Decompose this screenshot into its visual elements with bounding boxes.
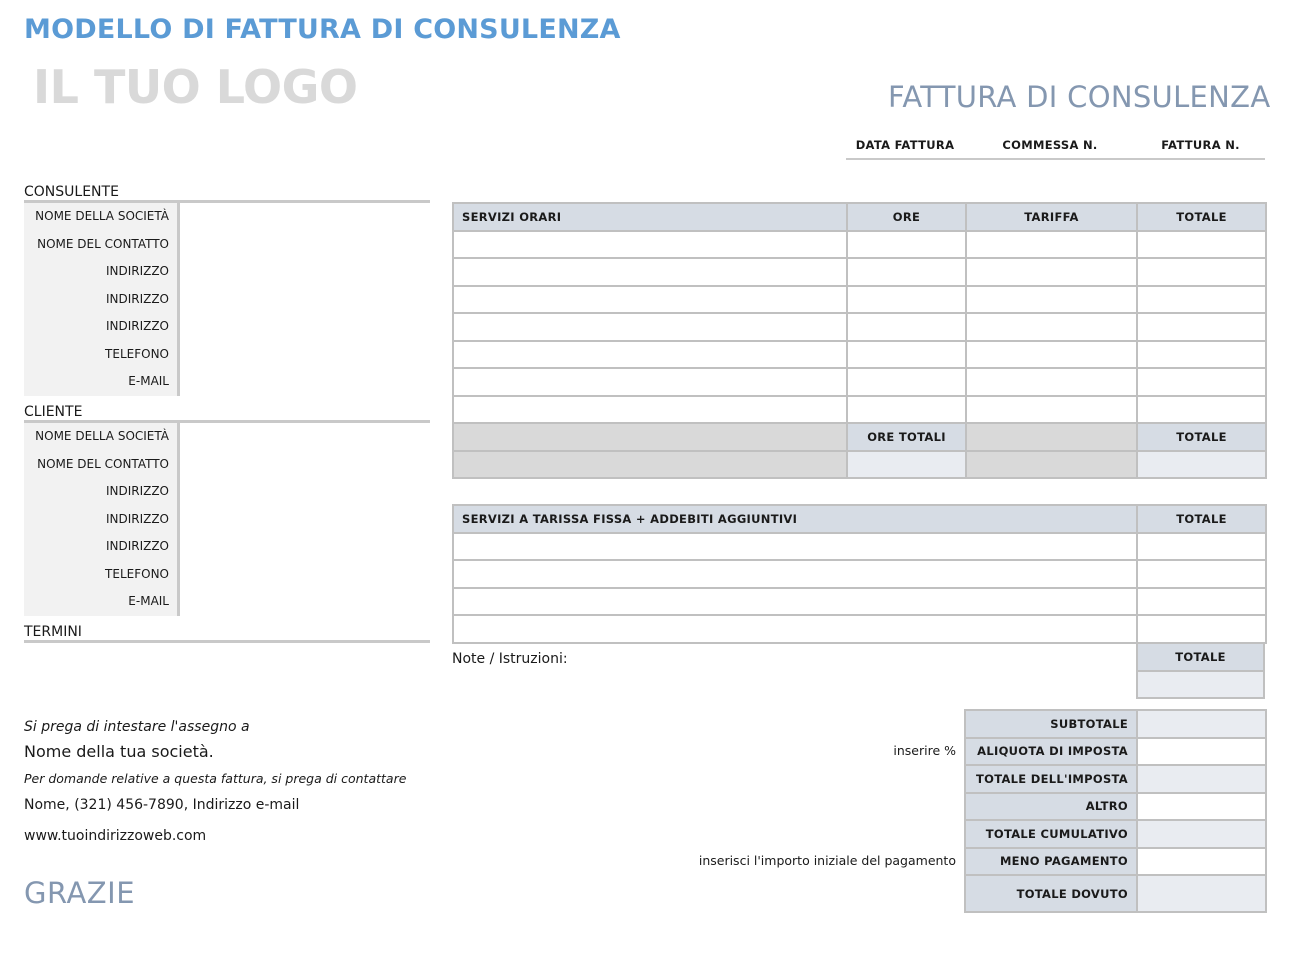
- cumulative-total-label: TOTALE CUMULATIVO: [965, 820, 1137, 848]
- hours-cell[interactable]: [847, 341, 966, 369]
- contact-text: Nome, (321) 456-7890, Indirizzo e-mail: [24, 797, 300, 813]
- consultant-email-field[interactable]: [180, 368, 430, 396]
- table-row: [453, 560, 1266, 588]
- table-row: [453, 258, 1266, 286]
- invoice-title: FATTURA DI CONSULENZA: [888, 80, 1271, 114]
- field-label: NOME DELLA SOCIETÀ: [24, 203, 180, 231]
- tax-rate-hint: inserire %: [893, 743, 956, 758]
- consultant-label: CONSULENTE: [24, 184, 119, 200]
- column-header-total: TOTALE: [1137, 203, 1266, 231]
- client-section: [24, 404, 430, 616]
- client-phone-row: [24, 561, 430, 589]
- hours-cell[interactable]: [847, 313, 966, 341]
- column-header-service: SERVIZI ORARI: [453, 203, 847, 231]
- consultant-contact-field[interactable]: [180, 231, 430, 259]
- invoice-meta-header: [846, 138, 1265, 160]
- fixed-service-cell[interactable]: [453, 533, 1137, 561]
- field-label: NOME DEL CONTATTO: [24, 231, 180, 259]
- table-header-row: [453, 505, 1266, 533]
- divider: [24, 640, 430, 643]
- job-number-label: COMMESSA N.: [1002, 138, 1098, 152]
- table-row: [453, 286, 1266, 314]
- invoice-number-label: FATTURA N.: [1161, 138, 1240, 152]
- check-payable-text: Si prega di intestare l'assegno a: [24, 719, 250, 735]
- document-title: MODELLO DI FATTURA DI CONSULENZA: [24, 14, 621, 45]
- total-cell[interactable]: [1137, 588, 1266, 616]
- field-label: NOME DEL CONTATTO: [24, 451, 180, 479]
- fixed-service-cell[interactable]: [453, 588, 1137, 616]
- field-label: TELEFONO: [24, 561, 180, 589]
- rate-cell[interactable]: [966, 231, 1137, 259]
- summary-row-tax-rate: [965, 738, 1266, 766]
- total-hours-label: ORE TOTALI: [847, 423, 966, 451]
- hours-cell[interactable]: [847, 231, 966, 259]
- field-label: INDIRIZZO: [24, 506, 180, 534]
- column-header-rate: TARIFFA: [966, 203, 1137, 231]
- thanks-text: GRAZIE: [24, 876, 136, 910]
- other-input[interactable]: [1137, 793, 1266, 821]
- consultant-email-row: [24, 368, 430, 396]
- client-phone-field[interactable]: [180, 561, 430, 589]
- consultant-address-row: [24, 286, 430, 314]
- table-row: [453, 341, 1266, 369]
- consultant-company-field[interactable]: [180, 203, 430, 231]
- field-label: INDIRIZZO: [24, 313, 180, 341]
- client-email-row: [24, 588, 430, 616]
- logo-placeholder[interactable]: IL TUO LOGO: [33, 60, 358, 114]
- total-cell[interactable]: [1137, 396, 1266, 424]
- consultant-address-field-1[interactable]: [180, 258, 430, 286]
- consultant-section: [24, 184, 430, 396]
- service-cell[interactable]: [453, 231, 847, 259]
- tax-total-value: [1137, 765, 1266, 793]
- less-payment-label: MENO PAGAMENTO: [965, 848, 1137, 876]
- rate-cell[interactable]: [966, 258, 1137, 286]
- fixed-total-box: [1136, 642, 1265, 699]
- service-cell[interactable]: [453, 368, 847, 396]
- total-cell[interactable]: [1137, 286, 1266, 314]
- client-company-field[interactable]: [180, 423, 430, 451]
- consultant-contact-row: [24, 231, 430, 259]
- notes-label: Note / Istruzioni:: [452, 651, 568, 667]
- field-label: INDIRIZZO: [24, 478, 180, 506]
- totals-value-row: [453, 451, 1266, 479]
- consultant-company-row: [24, 203, 430, 231]
- tax-rate-input[interactable]: [1137, 738, 1266, 766]
- field-label: TELEFONO: [24, 341, 180, 369]
- field-label: INDIRIZZO: [24, 258, 180, 286]
- rate-cell[interactable]: [966, 313, 1137, 341]
- less-payment-input[interactable]: [1137, 848, 1266, 876]
- column-header-fixed-service: SERVIZI A TARISSA FISSA + ADDEBITI AGGIUNTIVI: [453, 505, 1137, 533]
- terms-label: TERMINI: [24, 624, 82, 640]
- field-label: E-MAIL: [24, 588, 180, 616]
- client-address-row: [24, 533, 430, 561]
- consultant-phone-field[interactable]: [180, 341, 430, 369]
- column-header-hours: ORE: [847, 203, 966, 231]
- hours-cell[interactable]: [847, 258, 966, 286]
- rate-cell[interactable]: [966, 368, 1137, 396]
- service-cell[interactable]: [453, 313, 847, 341]
- table-row: [453, 368, 1266, 396]
- summary-row-cumulative: [965, 820, 1266, 848]
- service-cell[interactable]: [453, 341, 847, 369]
- client-address-row: [24, 506, 430, 534]
- client-email-field[interactable]: [180, 588, 430, 616]
- client-contact-row: [24, 451, 430, 479]
- summary-row-tax-total: [965, 765, 1266, 793]
- questions-text: Per domande relative a questa fattura, si prega di contattare: [24, 771, 407, 786]
- blank-cell: [966, 423, 1137, 451]
- client-address-field-2[interactable]: [180, 506, 430, 534]
- total-cell[interactable]: [1137, 341, 1266, 369]
- total-cell[interactable]: [1137, 560, 1266, 588]
- tax-rate-label: ALIQUOTA DI IMPOSTA: [965, 738, 1137, 766]
- tax-total-label: TOTALE DELL'IMPOSTA: [965, 765, 1137, 793]
- terms-section: [24, 624, 430, 643]
- subtotal-value: [1137, 710, 1266, 738]
- summary-row-balance-due: [965, 875, 1266, 912]
- total-cell[interactable]: [1137, 258, 1266, 286]
- client-address-row: [24, 478, 430, 506]
- total-cell[interactable]: [1137, 368, 1266, 396]
- total-cell[interactable]: [1137, 533, 1266, 561]
- payment-hint: inserisci l'importo iniziale del pagamento: [698, 853, 956, 868]
- hourly-services-table: [452, 202, 1267, 479]
- field-label: INDIRIZZO: [24, 286, 180, 314]
- column-header-total: TOTALE: [1137, 505, 1266, 533]
- rate-cell[interactable]: [966, 341, 1137, 369]
- table-row: [453, 588, 1266, 616]
- field-label: E-MAIL: [24, 368, 180, 396]
- rate-cell[interactable]: [966, 396, 1137, 424]
- fixed-total-label: TOTALE: [1137, 643, 1264, 671]
- table-row: [453, 313, 1266, 341]
- table-row: [453, 533, 1266, 561]
- invoice-date-label: DATA FATTURA: [855, 138, 955, 152]
- table-row: [453, 231, 1266, 259]
- fixed-services-table: [452, 504, 1267, 644]
- table-row: [453, 396, 1266, 424]
- website-link[interactable]: www.tuoindirizzoweb.com: [24, 828, 207, 844]
- fixed-service-cell[interactable]: [453, 615, 1137, 643]
- consultant-fields: [24, 203, 430, 396]
- fixed-service-cell[interactable]: [453, 560, 1137, 588]
- consultant-address-field-3[interactable]: [180, 313, 430, 341]
- table-header-row: [453, 203, 1266, 231]
- client-company-row: [24, 423, 430, 451]
- consultant-phone-row: [24, 341, 430, 369]
- total-hours-value: [847, 451, 966, 479]
- hours-cell[interactable]: [847, 368, 966, 396]
- blank-cell: [453, 423, 847, 451]
- summary-table: [964, 709, 1267, 913]
- rate-cell[interactable]: [966, 286, 1137, 314]
- total-cell[interactable]: [1137, 615, 1266, 643]
- fixed-total-value: [1137, 671, 1264, 699]
- field-label: NOME DELLA SOCIETÀ: [24, 423, 180, 451]
- balance-due-label: TOTALE DOVUTO: [965, 875, 1137, 912]
- consultant-address-row: [24, 258, 430, 286]
- service-cell[interactable]: [453, 258, 847, 286]
- hours-cell[interactable]: [847, 396, 966, 424]
- balance-due-value: [1137, 875, 1266, 912]
- blank-cell: [453, 451, 847, 479]
- field-label: INDIRIZZO: [24, 533, 180, 561]
- cumulative-total-value: [1137, 820, 1266, 848]
- total-cell[interactable]: [1137, 231, 1266, 259]
- total-cell[interactable]: [1137, 313, 1266, 341]
- other-label: ALTRO: [965, 793, 1137, 821]
- client-fields: [24, 423, 430, 616]
- summary-row-other: [965, 793, 1266, 821]
- company-name-text: Nome della tua società.: [24, 742, 214, 761]
- service-cell[interactable]: [453, 396, 847, 424]
- hours-cell[interactable]: [847, 286, 966, 314]
- summary-row-subtotal: [965, 710, 1266, 738]
- client-address-field-3[interactable]: [180, 533, 430, 561]
- summary-row-payment: [965, 848, 1266, 876]
- subtotal-label: SUBTOTALE: [965, 710, 1137, 738]
- client-label: CLIENTE: [24, 404, 83, 420]
- service-cell[interactable]: [453, 286, 847, 314]
- blank-cell: [966, 451, 1137, 479]
- table-row: [453, 615, 1266, 643]
- hourly-total-label: TOTALE: [1137, 423, 1266, 451]
- consultant-address-row: [24, 313, 430, 341]
- client-contact-field[interactable]: [180, 451, 430, 479]
- consultant-address-field-2[interactable]: [180, 286, 430, 314]
- totals-label-row: [453, 423, 1266, 451]
- hourly-total-value: [1137, 451, 1266, 479]
- client-address-field-1[interactable]: [180, 478, 430, 506]
